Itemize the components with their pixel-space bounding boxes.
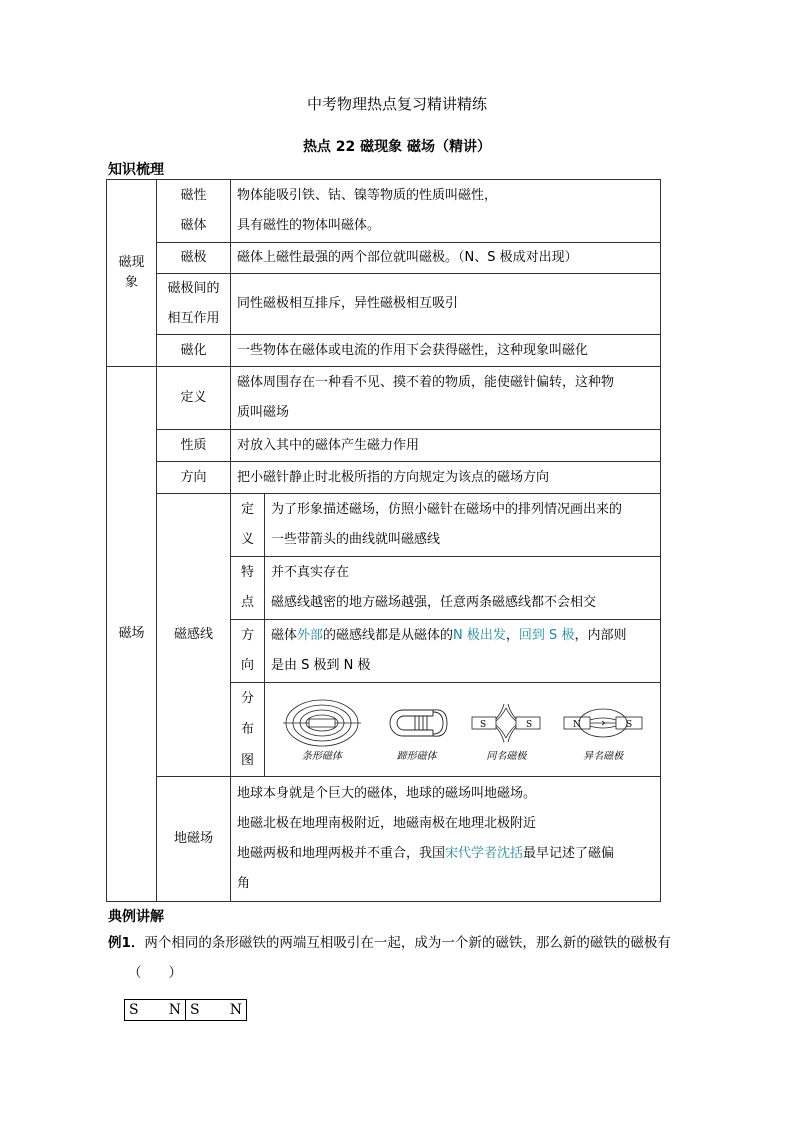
highlight-text: 回到 S 极 <box>518 628 575 643</box>
highlight-text: 外部 <box>297 628 324 643</box>
row-content-earth-field: 地球本身就是个巨大的磁体，地球的磁场叫地磁场。 地磁北极在地理南极附近，地磁南极在地理北极附近 地磁两极和地理两极并不重合，我国宋代学者沈括最早记述了磁偏 角 <box>231 777 661 902</box>
row-content-field-property: 对放入其中的磁体产生磁力作用 <box>231 430 661 462</box>
unlike-poles-diagram <box>562 698 644 763</box>
row-content-magnetism-magnet: 物体能吸引铁、钴、镍等物质的性质叫磁性， 具有磁性的物体叫磁体。 <box>231 180 661 243</box>
row-content-field-definition: 磁体周围存在一种看不见、摸不着的物质，能使磁针偏转，这种物 质叫磁场 <box>231 367 661 430</box>
row-content-pole-interaction: 同性磁极相互排斥，异性磁极相互吸引 <box>231 274 661 335</box>
sub-content-fl-direction: 磁体外部的磁感线都是从磁体的N 极出发，回到 S 极，内部则 是由 S 极到 N 极 <box>265 620 661 683</box>
horseshoe-magnet-diagram <box>383 698 451 763</box>
group-label-magnetism: 磁现象 <box>107 180 157 367</box>
document-title: 中考物理热点复习精讲精练 <box>306 95 487 113</box>
row-content-field-direction: 把小磁针静止时北极所指的方向规定为该点的磁场方向 <box>231 462 661 494</box>
row-label-earth-field: 地磁场 <box>157 777 231 902</box>
table-row <box>107 367 661 430</box>
like-poles-field-icon <box>470 698 542 748</box>
bar-magnet-diagram <box>281 698 363 763</box>
pole-label: N <box>168 1002 181 1018</box>
pole-label: N <box>229 1002 242 1018</box>
sub-label-fl-definition: 定 义 <box>231 494 265 557</box>
bar-magnet-field-icon <box>281 698 363 748</box>
caption-horseshoe-magnet: 蹄形磁体 <box>396 751 437 762</box>
magnet-1 <box>125 1000 186 1021</box>
table-row <box>107 180 661 243</box>
table-row <box>107 462 661 494</box>
pole-label: S <box>526 720 533 730</box>
row-label-field-definition: 定义 <box>157 367 231 430</box>
sub-label-fl-features: 特 点 <box>231 557 265 620</box>
row-label-magnetization: 磁化 <box>157 335 231 367</box>
like-poles-diagram <box>470 698 542 763</box>
caption-bar-magnet: 条形磁体 <box>301 751 342 762</box>
sub-label-fl-distribution: 分 布 图 <box>231 683 265 777</box>
row-label-field-property: 性质 <box>157 430 231 462</box>
caption-unlike-poles: 异名磁极 <box>583 751 624 762</box>
table-row <box>107 430 661 462</box>
section-heading-examples: 典例讲解 <box>108 909 164 925</box>
example-question <box>108 933 708 953</box>
document-subtitle: 热点 22 磁现象 磁场（精讲） <box>302 139 492 155</box>
pole-label: S <box>480 720 487 730</box>
pole-label: S <box>626 720 633 730</box>
table-row <box>107 777 661 902</box>
table-row <box>107 243 661 274</box>
section-heading-knowledge: 知识梳理 <box>108 162 164 178</box>
field-line-diagrams <box>271 692 654 767</box>
example-number: 例1． <box>108 935 145 951</box>
unlike-poles-field-icon <box>562 698 644 748</box>
table-row <box>107 335 661 367</box>
magnet-2 <box>186 1000 247 1021</box>
pole-label: N <box>573 720 581 730</box>
sub-content-fl-distribution <box>265 683 661 777</box>
horseshoe-magnet-field-icon <box>383 698 451 748</box>
table-row <box>107 274 661 335</box>
pole-label: S <box>129 1002 139 1018</box>
sub-content-fl-definition: 为了形象描述磁场，仿照小磁针在磁场中的排列情况画出来的 一些带箭头的曲线就叫磁感线 <box>265 494 661 557</box>
group-label-field: 磁场 <box>107 367 157 902</box>
row-content-poles: 磁体上磁性最强的两个部位就叫磁极。（N、S 极成对出现） <box>231 243 661 274</box>
row-label-pole-interaction: 磁极间的 相互作用 <box>157 274 231 335</box>
row-label-field-direction: 方向 <box>157 462 231 494</box>
sub-content-fl-features: 并不真实存在 磁感线越密的地方磁场越强，任意两条磁感线都不会相交 <box>265 557 661 620</box>
example-text: 两个相同的条形磁铁的两端互相吸引在一起，成为一个新的磁铁，那么新的磁铁的磁极有 <box>144 935 671 951</box>
table-row <box>107 494 661 557</box>
sub-label-fl-direction: 方 向 <box>231 620 265 683</box>
knowledge-table <box>106 179 661 902</box>
highlight-text: N 极出发 <box>453 628 506 643</box>
caption-like-poles: 同名磁极 <box>486 751 527 762</box>
row-label-poles: 磁极 <box>157 243 231 274</box>
answer-parentheses: （ ） <box>128 965 182 981</box>
row-label-field-lines: 磁感线 <box>157 494 231 777</box>
row-content-magnetization: 一些物体在磁体或电流的作用下会获得磁性，这种现象叫磁化 <box>231 335 661 367</box>
highlight-text: 宋代学者沈括 <box>445 846 524 861</box>
row-label-magnetism-magnet: 磁性 磁体 <box>157 180 231 243</box>
pole-label: S <box>190 1002 200 1018</box>
magnets-figure <box>124 999 247 1021</box>
